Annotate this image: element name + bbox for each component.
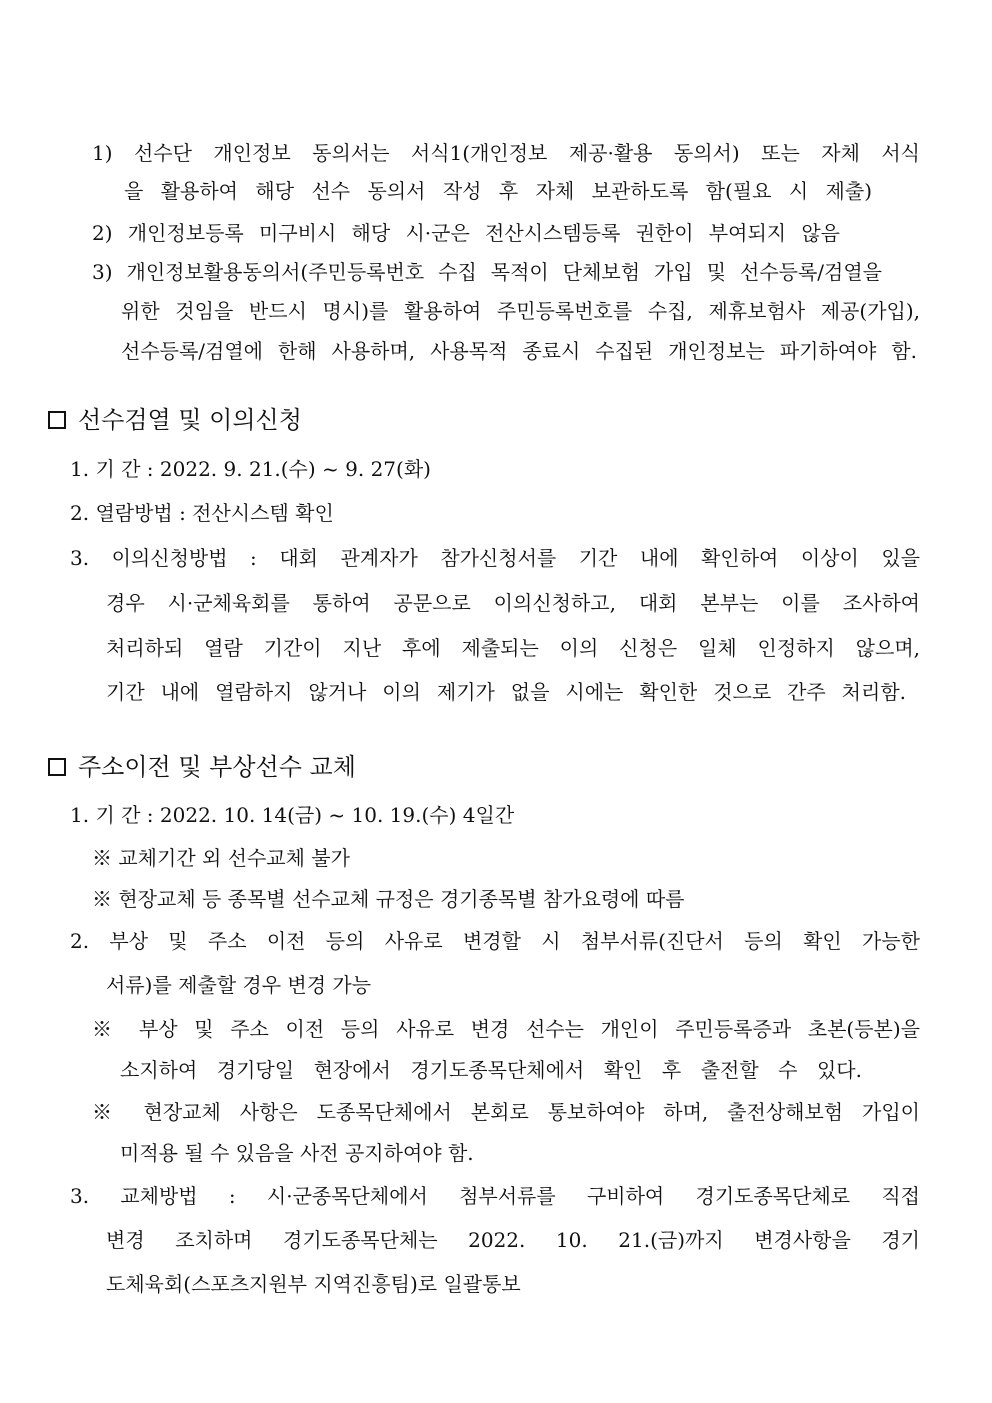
section2-heading-text: 주소이전 및 부상선수 교체 xyxy=(78,753,356,781)
section1-objection-line-4: 기간 내에 열람하지 않거나 이의 제기가 없을 시에는 확인한 것으로 간주 처리함. xyxy=(106,680,906,704)
section2-note-1: ※ 교체기간 외 선수교체 불가 xyxy=(92,846,350,870)
section1-heading xyxy=(48,405,302,435)
section2-period: 1. 기 간 : 2022. 10. 14(금) ~ 10. 19.(수) 4일간 xyxy=(70,803,515,827)
intro-note-2: 2) 개인정보등록 미구비시 해당 시·군은 전산시스템등록 권한이 부여되지 않음 xyxy=(92,221,840,245)
section2-note-4-line-1: ※ 현장교체 사항은 도종목단체에서 본회로 통보하여야 하며, 출전상해보험 가입이 xyxy=(92,1100,920,1124)
section2-item-3-line-3: 도체육회(스포츠지원부 지역진흥팀)로 일괄통보 xyxy=(106,1272,521,1296)
section1-period: 1. 기 간 : 2022. 9. 21.(수) ~ 9. 27(화) xyxy=(70,457,431,481)
section2-item-3-line-1: 3. 교체방법 : 시·군종목단체에서 첨부서류를 구비하여 경기도종목단체로 직접 xyxy=(70,1184,920,1208)
section1-method: 2. 열람방법 : 전산시스템 확인 xyxy=(70,501,334,525)
section2-note-4-line-2: 미적용 될 수 있음을 사전 공지하여야 함. xyxy=(120,1141,474,1165)
intro-note-1-line-2: 을 활용하여 해당 선수 동의서 작성 후 자체 보관하도록 함(필요 시 제출) xyxy=(124,179,872,203)
section2-note-3-line-2: 소지하여 경기당일 현장에서 경기도종목단체에서 확인 후 출전할 수 있다. xyxy=(120,1058,862,1082)
section2-item-2-line-2: 서류)를 제출할 경우 변경 가능 xyxy=(106,973,372,997)
section2-item-3-line-2: 변경 조치하며 경기도종목단체는 2022. 10. 21.(금)까지 변경사항을 경기 xyxy=(106,1228,920,1252)
checkbox-square-icon xyxy=(48,758,66,776)
intro-note-3-line-1: 3) 개인정보활용동의서(주민등록번호 수집 목적이 단체보험 가입 및 선수등록/검열을 xyxy=(92,260,882,284)
section2-note-2: ※ 현장교체 등 종목별 선수교체 규정은 경기종목별 참가요령에 따름 xyxy=(92,887,685,911)
section2-heading xyxy=(48,752,356,782)
section1-objection-line-1: 3. 이의신청방법 : 대회 관계자가 참가신청서를 기간 내에 확인하여 이상이 있을 xyxy=(70,546,920,570)
section2-note-3-line-1: ※ 부상 및 주소 이전 등의 사유로 변경 선수는 개인이 주민등록증과 초본(등본)을 xyxy=(92,1017,920,1041)
section2-item-2-line-1: 2. 부상 및 주소 이전 등의 사유로 변경할 시 첨부서류(진단서 등의 확인 가능한 xyxy=(70,929,920,953)
section1-heading-text: 선수검열 및 이의신청 xyxy=(78,406,302,434)
intro-note-1-line-1: 1) 선수단 개인정보 동의서는 서식1(개인정보 제공·활용 동의서) 또는 자체 서식 xyxy=(92,141,920,165)
intro-note-3-line-3: 선수등록/검열에 한해 사용하며, 사용목적 종료시 수집된 개인정보는 파기하여야 함. xyxy=(121,339,917,363)
section1-objection-line-2: 경우 시·군체육회를 통하여 공문으로 이의신청하고, 대회 본부는 이를 조사하여 xyxy=(106,591,920,615)
section1-objection-line-3: 처리하되 열람 기간이 지난 후에 제출되는 이의 신청은 일체 인정하지 않으며, xyxy=(106,636,920,660)
checkbox-square-icon xyxy=(48,411,66,429)
intro-note-3-line-2: 위한 것임을 반드시 명시)를 활용하여 주민등록번호를 수집, 제휴보험사 제공(가입), xyxy=(121,299,920,323)
